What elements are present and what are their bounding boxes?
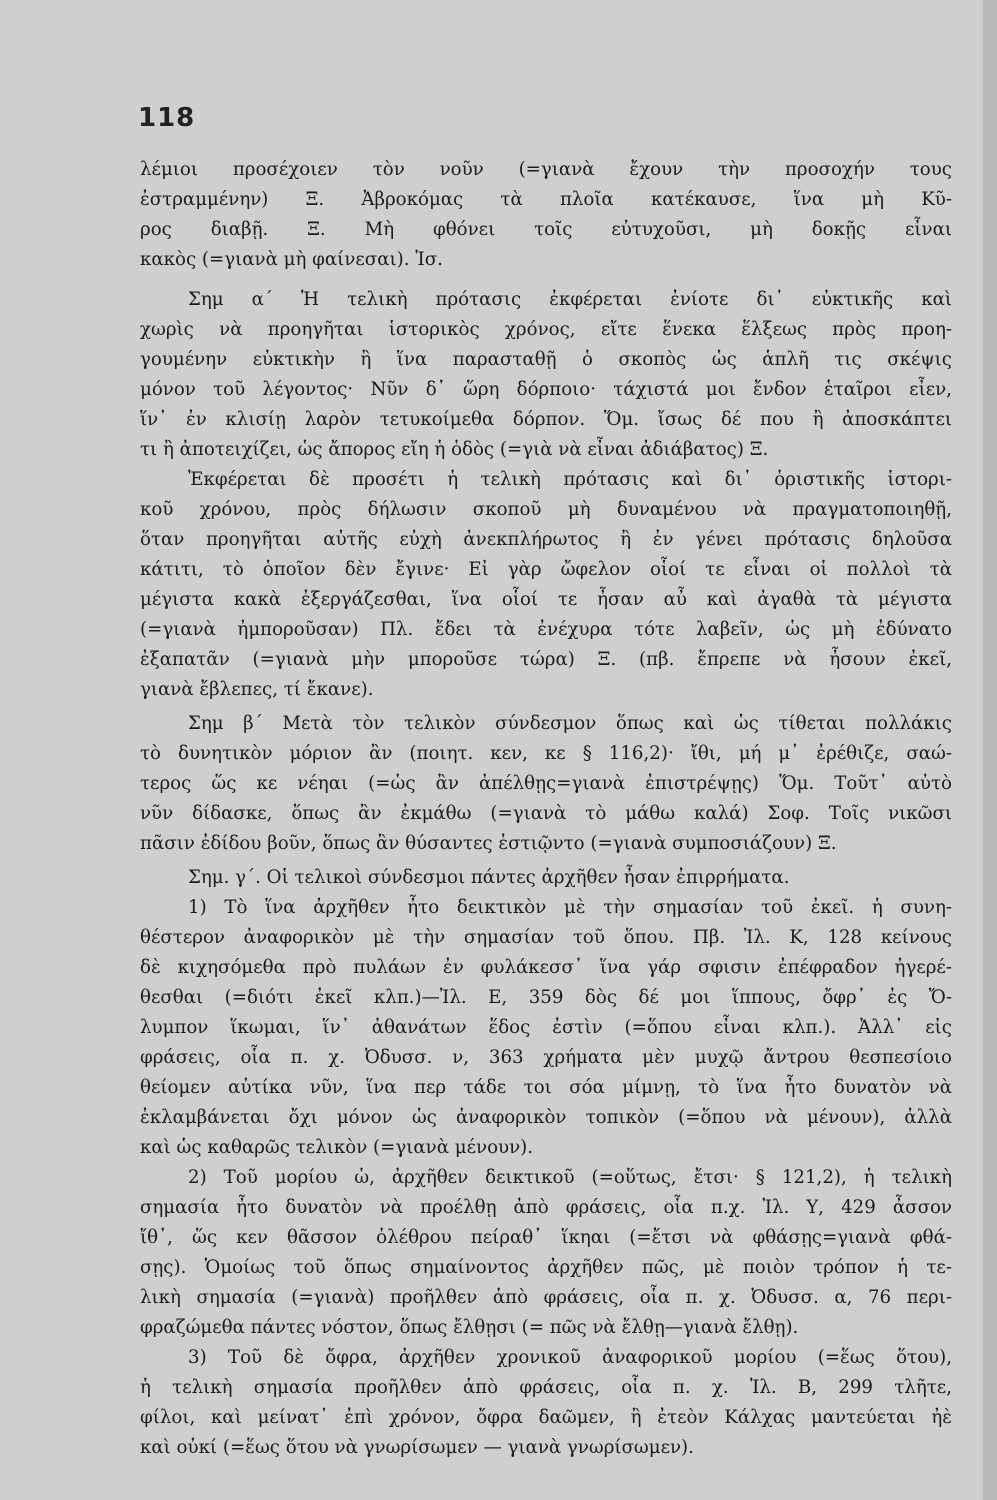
text-line: καὶ οὐκί (=ἕως ὅτου νὰ γνωρίσωμεν — γιανὰ γνωρίσωμεν). — [140, 1437, 694, 1458]
text-line: λέμιοι προσέχοιεν τὸν νοῦν (=γιανὰ ἔχουν τὴν προσοχήν τους — [140, 159, 952, 180]
text-line: κοῦ χρόνου, πρὸς δήλωσιν σκοποῦ μὴ δυναμένου νὰ πραγματοποιηθῇ, — [140, 499, 952, 520]
page-number: 118 — [138, 103, 196, 133]
text-line: σῃς). Ὁμοίως τοῦ ὅπως σημαίνοντος ἀρχῆθεν πῶς, μὲ ποιὸν τρόπον ἡ τε- — [140, 1257, 952, 1278]
text-line: νῦν δίδασκε, ὅπως ἂν ἐκμάθω (=γιανὰ τὸ μάθω καλά) Σοφ. Τοῖς νικῶσι — [140, 803, 952, 824]
text-line: γιανὰ ἔβλεπες, τί ἔκανε). — [140, 679, 374, 700]
text-line: ὅταν προηγῆται αὐτῆς εὐχὴ ἀνεκπλήρωτος ἢ ἐν γένει πρότασις δηλοῦσα — [140, 529, 952, 550]
text-line: ρος διαβῇ. Ξ. Μὴ φθόνει τοῖς εὐτυχοῦσι, μὴ δοκῇς εἶναι — [140, 219, 952, 240]
text-line: ἐξαπατᾶν (=γιανὰ μὴν μποροῦσε τώρα) Ξ. (πβ. ἔπρεπε νὰ ἦσουν ἐκεῖ, — [140, 649, 952, 670]
text-line: μόνον τοῦ λέγοντος· Νῦν δ᾽ ὥρη δόρποιο· τάχιστά μοι ἔνδον ἑταῖροι εἶεν, — [140, 379, 952, 400]
text-line: κακὸς (=γιανὰ μὴ φαίνεσαι). Ἰσ. — [140, 249, 443, 270]
text-line: κάτιτι, τὸ ὁποῖον δὲν ἔγινε· Εἰ γὰρ ὤφελον οἷοί τε εἶναι οἱ πολλοὶ τὰ — [140, 559, 952, 580]
text-line: λυμπον ἵκωμαι, ἵν᾽ ἀθανάτων ἕδος ἐστὶν (=ὅπου εἶναι κλπ.). Ἀλλ᾽ εἰς — [140, 1017, 952, 1038]
text-line: φραζώμεθα πάντες νόστον, ὅπως ἔλθῃσι (= πῶς νὰ ἔλθῃ—γιανὰ ἔλθῃ). — [140, 1317, 799, 1338]
text-line: θείομεν αὐτίκα νῦν, ἵνα περ τάδε τοι σόα μίμνῃ, τὸ ἵνα ἦτο δυνατὸν νὰ — [140, 1077, 952, 1098]
text-line: τι ἢ ἀποτειχίζει, ὡς ἄπορος εἴη ἡ ὁδὸς (=γιὰ νὰ εἶναι ἀδιάβατος) Ξ. — [140, 439, 769, 460]
text-line: ἴθ᾽, ὥς κεν θᾶσσον ὀλέθρου πείραθ᾽ ἵκηαι (=ἔτσι νὰ φθάσῃς=γιανὰ φθά- — [140, 1227, 952, 1248]
text-line: φίλοι, καὶ μείνατ᾽ ἐπὶ χρόνον, ὄφρα δαῶμεν, ἢ ἐτεὸν Κάλχας μαντεύεται ἠὲ — [140, 1407, 952, 1428]
text-line: δὲ κιχησόμεθα πρὸ πυλάων ἐν φυλάκεσσ᾽ ἵνα γάρ σφισιν ἐπέφραδον ἠγερέ- — [140, 957, 952, 978]
text-line: καὶ ὡς καθαρῶς τελικὸν (=γιανὰ μένουν). — [140, 1137, 534, 1158]
text-line: σημασία ἦτο δυνατὸν νὰ προέλθῃ ἀπὸ φράσεις, οἷα π.χ. Ἰλ. Υ, 429 ἆσσον — [140, 1197, 952, 1218]
text-line: τερος ὥς κε νέηαι (=ὡς ἂν ἀπέλθῃς=γιανὰ ἐπιστρέψῃς) Ὅμ. Τοῦτ᾽ αὐτὸ — [140, 773, 952, 794]
text-line: θεσθαι (=διότι ἐκεῖ κλπ.)—Ἰλ. Ε, 359 δὸς δέ μοι ἵππους, ὄφρ᾽ ἐς Ὄ- — [140, 987, 952, 1008]
text-line: θέστερον ἀναφορικὸν μὲ τὴν σημασίαν τοῦ ὅπου. Πβ. Ἰλ. Κ, 128 κείνους — [140, 927, 952, 948]
text-line: ἡ τελικὴ σημασία προῆλθεν ἀπὸ φράσεις, οἷα π. χ. Ἰλ. Β, 299 τλῆτε, — [140, 1377, 952, 1398]
text-line: Σημ. γ΄. Οἱ τελικοὶ σύνδεσμοι πάντες ἀρχῆθεν ἦσαν ἐπιρρήματα. — [188, 867, 790, 888]
text-line: ἐκλαμβάνεται ὄχι μόνον ὡς ἀναφορικὸν τοπικὸν (=ὅπου νὰ μένουν), ἀλλὰ — [140, 1107, 952, 1128]
paragraph-intro — [140, 155, 952, 275]
text-line: 3) Τοῦ δὲ ὄφρα, ἀρχῆθεν χρονικοῦ ἀναφορικοῦ μορίου (=ἕως ὅτου), — [188, 1347, 952, 1368]
text-line: χωρὶς νὰ προηγῆται ἱστορικὸς χρόνος, εἴτε ἕνεκα ἕλξεως πρὸς προη- — [140, 319, 952, 340]
text-line: Σημ β΄ Μετὰ τὸν τελικὸν σύνδεσμον ὅπως καὶ ὡς τίθεται πολλάκις — [188, 713, 952, 734]
text-line: 1) Τὸ ἵνα ἀρχῆθεν ἦτο δεικτικὸν μὲ τὴν σημασίαν τοῦ ἐκεῖ. ἡ συνη- — [188, 897, 952, 918]
text-line: 2) Τοῦ μορίου ὡ, ἀρχῆθεν δεικτικοῦ (=οὕτως, ἔτσι· § 121,2), ἡ τελικὴ — [188, 1167, 952, 1188]
text-line: πᾶσιν ἐδίδου βοῦν, ὅπως ἂν θύσαντες ἑστιῷντο (=γιανὰ συμποσιάζουν) Ξ. — [140, 833, 837, 854]
text-line: λικὴ σημασία (=γιανὰ) προῆλθεν ἀπὸ φράσεις, οἷα π. χ. Ὀδυσσ. α, 76 περι- — [140, 1287, 952, 1308]
text-line: μέγιστα κακὰ ἐξεργάζεσθαι, ἵνα οἷοί τε ἦσαν αὖ καὶ ἀγαθὰ τὰ μέγιστα — [140, 589, 952, 610]
text-line: (=γιανὰ ἠμποροῦσαν) Πλ. ἔδει τὰ ἐνέχυρα τότε λαβεῖν, ὡς μὴ ἐδύνατο — [140, 619, 952, 640]
text-line: γουμένην εὐκτικὴν ἢ ἵνα παρασταθῇ ὁ σκοπὸς ὡς ἁπλῆ τις σκέψις — [140, 349, 952, 370]
paragraph-note-c — [140, 863, 952, 1463]
text-line: Σημ α΄ Ἡ τελικὴ πρότασις ἐκφέρεται ἐνίοτε δι᾽ εὐκτικῆς καὶ — [188, 289, 952, 310]
page-edge-shadow — [983, 0, 997, 1500]
text-line: τὸ δυνητικὸν μόριον ἂν (ποιητ. κεν, κε § 116,2)· ἴθι, μή μ᾽ ἐρέθιζε, σαώ- — [140, 743, 952, 764]
page-text — [140, 155, 952, 1463]
block-gap — [140, 275, 952, 285]
paragraph-note-b — [140, 709, 952, 859]
text-line: ἵν᾽ ἐν κλισίῃ λαρὸν τετυκοίμεθα δόρπον. Ὅμ. ἴσως δέ που ἢ ἀποσκάπτει — [140, 409, 952, 430]
paragraph-note-a — [140, 285, 952, 705]
text-line: ἐστραμμένην) Ξ. Ἀβροκόμας τὰ πλοῖα κατέκαυσε, ἵνα μὴ Κῦ- — [140, 189, 952, 210]
text-line: φράσεις, οἷα π. χ. Ὀδυσσ. ν, 363 χρήματα μὲν μυχῷ ἄντρου θεσπεσίοιο — [140, 1047, 952, 1068]
text-line: Ἐκφέρεται δὲ προσέτι ἡ τελικὴ πρότασις καὶ δι᾽ ὁριστικῆς ἱστορι- — [188, 469, 952, 490]
